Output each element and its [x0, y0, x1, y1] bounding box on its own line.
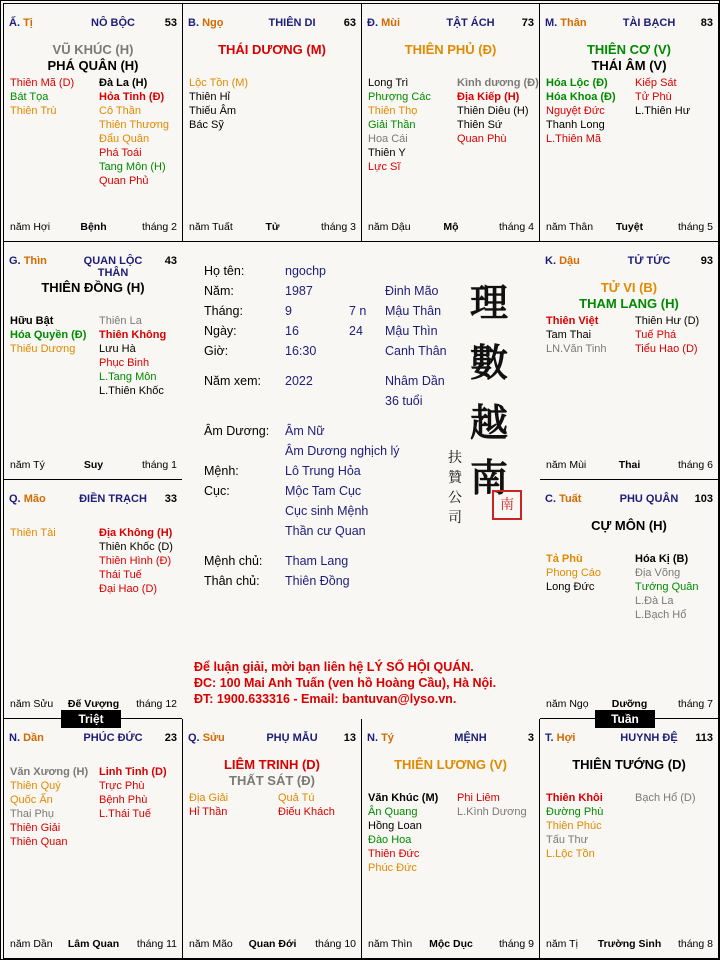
minor-star: Kình dương (Đ)	[457, 77, 539, 89]
palace-header	[188, 17, 356, 33]
palace-age: 33	[164, 493, 177, 505]
palace-name: TÀI BẠCH	[622, 17, 676, 29]
heavenly-stem: C.	[545, 493, 556, 505]
minor-star: Thai Phụ	[10, 808, 55, 820]
element-label: Cục:	[204, 484, 230, 498]
palace-header	[9, 17, 177, 33]
day-canchi: Mậu Thìn	[385, 324, 438, 338]
destiny-label: Mệnh:	[204, 464, 239, 478]
palace-cell-dau[interactable]	[539, 241, 719, 480]
earthly-branch: Mão	[23, 493, 46, 505]
year-label: năm Dần	[10, 938, 53, 950]
palace-name: TẬT ÁCH	[446, 17, 495, 29]
earthly-branch: Sửu	[202, 732, 225, 744]
name-value: ngochp	[285, 264, 327, 278]
main-star: THÁI DƯƠNG (M)	[218, 42, 326, 57]
minor-star: Bệnh Phù	[99, 794, 148, 806]
palace-cell-ty[interactable]	[3, 3, 183, 242]
yin-yang-note: Âm Dương nghịch lý	[285, 444, 400, 458]
view-year-value: 2022	[285, 374, 313, 388]
palace-age: 93	[700, 255, 713, 267]
minor-stars-left	[546, 552, 601, 594]
minor-star: Lưu Hà	[99, 343, 136, 355]
element-note-2: Thần cư Quan	[285, 524, 366, 538]
main-star: THIÊN LƯƠNG (V)	[394, 757, 507, 772]
name-label: Họ tên:	[204, 264, 245, 278]
palace-footer	[10, 459, 177, 473]
element-value: Mộc Tam Cục	[285, 484, 362, 498]
red-seal-stamp: 南	[492, 490, 522, 520]
minor-star: Hỏa Tinh (Đ)	[99, 91, 165, 103]
contact-line-3: ĐT: 1900.633316 - Email: bantuvan@lyso.vn.	[194, 692, 457, 706]
minor-star: L.Thiên Khốc	[99, 385, 164, 397]
palace-name: ĐIỀN TRẠCH	[79, 493, 147, 505]
minor-stars-left	[368, 791, 438, 875]
minor-star: Giải Thần	[368, 119, 416, 131]
day-lunar: 24	[349, 324, 363, 338]
minor-stars-left	[546, 76, 616, 146]
minor-stars-right	[99, 765, 167, 821]
palace-footer	[10, 221, 177, 235]
minor-star: Tuế Phá	[635, 329, 677, 341]
destiny-value: Lô Trung Hỏa	[285, 464, 361, 478]
palace-name: PHỤ MẪU	[266, 732, 318, 744]
palace-age: 103	[694, 493, 713, 505]
minor-star: Thiên Khôi	[546, 792, 603, 804]
minor-star: Tả Phù	[546, 553, 583, 565]
heavenly-stem: Q.	[9, 493, 21, 505]
minor-star: Tấu Thư	[546, 834, 589, 846]
seal-small-char-2: 贊	[448, 470, 462, 486]
minor-star: Thiên Khốc (D)	[99, 541, 173, 553]
life-stage: Suy	[83, 459, 104, 471]
month-label: tháng 9	[498, 938, 534, 950]
life-stage: Dưỡng	[611, 698, 648, 710]
heavenly-stem: T.	[545, 732, 554, 744]
minor-star: Quan Phủ	[99, 175, 149, 187]
destiny-lord-value: Tham Lang	[285, 554, 349, 568]
palace-cell-mui[interactable]	[361, 3, 540, 242]
palace-cell-thin[interactable]	[3, 241, 183, 480]
palace-cell-than[interactable]	[539, 3, 719, 242]
minor-star: L.Thiên Hư	[635, 105, 691, 117]
palace-cell-ngo[interactable]	[182, 3, 362, 242]
month-label: tháng 10	[315, 938, 356, 950]
minor-star: Hữu Bật	[10, 315, 54, 327]
body-lord-value: Thiên Đồng	[285, 574, 350, 588]
minor-star: Thiếu Dương	[10, 343, 76, 355]
minor-star: Địa Không (H)	[99, 527, 173, 539]
palace-name: HUYNH ĐỆ	[620, 732, 678, 744]
minor-stars-left	[189, 76, 248, 132]
element-note-1: Cục sinh Mệnh	[285, 504, 369, 518]
main-star: LIÊM TRINH (D)	[223, 757, 321, 772]
palace-age: 73	[521, 17, 534, 29]
minor-stars-left	[10, 314, 86, 356]
minor-stars-right	[99, 526, 173, 596]
minor-star: Long Trì	[368, 77, 409, 89]
minor-stars-right	[457, 76, 539, 146]
heavenly-stem: N.	[367, 732, 378, 744]
palace-name: PHÚC ĐỨC	[83, 732, 143, 744]
year-canchi: Đinh Mão	[385, 284, 439, 298]
minor-star: Trực Phù	[99, 780, 145, 792]
age: 36 tuổi	[385, 394, 423, 408]
calligraphy-char-4: 南	[470, 455, 509, 500]
palace-name: PHU QUÂN	[619, 493, 679, 505]
minor-star: Phượng Các	[368, 91, 431, 103]
month-label: tháng 7	[677, 698, 713, 710]
palace-cell-ti[interactable]	[361, 718, 540, 959]
hour-canchi: Canh Thân	[385, 344, 447, 358]
month-label: Tháng:	[204, 304, 243, 318]
year-label: năm Thìn	[368, 938, 413, 950]
minor-star: Hóa Kị (B)	[635, 553, 689, 565]
minor-star: Quốc Ấn	[10, 794, 53, 806]
palace-header	[188, 732, 356, 748]
palace-name: TỬ TỨC	[627, 255, 671, 267]
main-star: THAM LANG (H)	[579, 296, 679, 311]
calligraphy-char-2: 數	[470, 340, 509, 385]
minor-star: Thiên Quan	[10, 836, 68, 848]
minor-star: Bát Tọa	[10, 91, 49, 103]
palace-cell-mao[interactable]	[3, 479, 183, 719]
main-star: THIÊN TƯỚNG (D)	[572, 757, 686, 772]
yin-yang-label: Âm Dương:	[204, 424, 270, 438]
minor-star: Đào Hoa	[368, 834, 412, 846]
month-label: tháng 3	[320, 221, 356, 233]
palace-header	[367, 732, 534, 748]
palace-header	[367, 17, 534, 33]
palace-footer	[546, 938, 713, 952]
minor-star: Tiểu Hao (D)	[635, 343, 698, 355]
minor-star: Thiên Giải	[10, 822, 61, 834]
minor-star: Thiên La	[99, 315, 142, 327]
month-lunar: 7 n	[349, 304, 367, 318]
palace-header	[545, 493, 713, 509]
year-label: năm Hợi	[10, 221, 51, 233]
year-label: năm Tị	[546, 938, 578, 950]
palace-footer	[546, 221, 713, 235]
minor-star: L.Bạch Hổ	[635, 609, 687, 621]
minor-star: Đà La (H)	[99, 77, 148, 89]
palace-age: 53	[164, 17, 177, 29]
minor-star: L.Kình Dương	[457, 806, 527, 818]
palace-footer	[368, 221, 534, 235]
minor-star: Phúc Đức	[368, 862, 417, 874]
earthly-branch: Thìn	[23, 255, 47, 267]
minor-star: Hoa Cái	[368, 133, 408, 145]
minor-star: Thiên Sứ	[457, 119, 503, 131]
view-year-label: Năm xem:	[204, 374, 261, 388]
minor-star: Bác Sỹ	[189, 119, 224, 131]
minor-star: Phi Liêm	[457, 792, 500, 804]
heavenly-stem: Đ.	[367, 17, 378, 29]
minor-star: Kiếp Sát	[635, 77, 677, 89]
minor-star: Đường Phù	[546, 806, 604, 818]
year-label: năm Ngọ	[546, 698, 589, 710]
earthly-branch: Mùi	[381, 17, 401, 29]
minor-star: Phục Binh	[99, 357, 150, 369]
earthly-branch: Hợi	[556, 732, 576, 744]
year-label: năm Mùi	[546, 459, 587, 471]
month-label: tháng 12	[136, 698, 177, 710]
minor-stars-left	[368, 76, 431, 174]
earthly-branch: Tý	[381, 732, 394, 744]
minor-star: Hồng Loan	[368, 820, 422, 832]
minor-star: Đẩu Quân	[99, 133, 150, 145]
contact-line-2: ĐC: 100 Mai Anh Tuấn (ven hồ Hoàng Cầu), Hà Nội.	[194, 676, 497, 690]
life-stage: Thai	[618, 459, 641, 471]
seal-small-char-4: 司	[448, 510, 462, 526]
year-label: năm Thân	[546, 221, 594, 233]
palace-age: 3	[527, 732, 534, 744]
life-stage: Lâm Quan	[67, 938, 120, 950]
minor-stars-left	[10, 765, 88, 849]
main-star: THÁI ÂM (V)	[591, 58, 667, 73]
minor-star: Thiếu Âm	[189, 105, 237, 117]
minor-star: Cô Thần	[99, 105, 141, 117]
year-label: Năm:	[204, 284, 234, 298]
minor-star: Quả Tú	[278, 792, 315, 804]
year-label: năm Tý	[10, 459, 45, 471]
palace-name: THIÊN DI	[268, 17, 316, 29]
month-label: tháng 11	[136, 938, 177, 950]
minor-star: Ân Quang	[368, 806, 418, 818]
minor-star: Phong Cáo	[546, 567, 602, 579]
month-label: tháng 1	[141, 459, 177, 471]
palace-footer	[368, 938, 534, 952]
palace-footer	[189, 221, 356, 235]
minor-star: Văn Khúc (M)	[368, 792, 439, 804]
minor-stars-left	[10, 526, 56, 540]
palace-footer	[546, 459, 713, 473]
month-canchi: Mậu Thân	[385, 304, 442, 318]
life-stage: Mộ	[443, 221, 459, 233]
minor-star: Điếu Khách	[278, 806, 335, 818]
minor-stars-left	[189, 791, 228, 819]
life-stage: Tuyệt	[615, 221, 644, 233]
minor-star: Quan Phù	[457, 133, 507, 145]
month-label: tháng 2	[141, 221, 177, 233]
life-stage: Đế Vượng	[67, 698, 120, 710]
palace-age: 63	[343, 17, 356, 29]
palace-header	[545, 17, 713, 33]
palace-cell-tuat[interactable]	[539, 479, 719, 719]
view-year-canchi: Nhâm Dần	[385, 374, 445, 388]
minor-star: Thiên Hỉ	[189, 91, 230, 103]
contact-line-1: Để luận giải, mời bạn liên hệ LÝ SỐ HỘI QUÁN.	[194, 660, 474, 674]
palace-header	[545, 732, 713, 748]
main-star: THẤT SÁT (Đ)	[229, 773, 315, 788]
heavenly-stem: B.	[188, 17, 199, 29]
month-value: 9	[285, 304, 292, 318]
life-stage: Trường Sinh	[597, 938, 662, 950]
minor-star: Thiên Thọ	[368, 105, 418, 117]
earthly-branch: Dần	[23, 732, 44, 744]
palace-header	[9, 732, 177, 748]
life-stage: Mộc Dục	[429, 938, 473, 950]
palace-header	[9, 255, 177, 279]
palace-age: 13	[343, 732, 356, 744]
minor-star: Đại Hao (D)	[99, 583, 158, 595]
minor-star: Phá Toái	[99, 147, 142, 159]
year-label: năm Sửu	[10, 698, 54, 710]
minor-star: Thiên Không	[99, 329, 167, 341]
minor-star: Thiên Y	[368, 147, 406, 159]
life-stage: Quan Đới	[248, 938, 297, 950]
body-lord-label: Thân chủ:	[204, 574, 260, 588]
earthly-branch: Thân	[560, 17, 587, 29]
heavenly-stem: N.	[9, 732, 20, 744]
minor-star: Văn Xương (H)	[10, 766, 89, 778]
minor-stars-right	[99, 314, 166, 398]
minor-star: Thiên Trù	[10, 105, 57, 117]
minor-stars-right	[635, 76, 690, 118]
minor-star: Thái Tuế	[99, 569, 142, 581]
minor-star: Địa Kiếp (H)	[457, 91, 520, 103]
minor-star: Lực Sĩ	[368, 161, 401, 173]
heavenly-stem: G.	[9, 255, 21, 267]
yin-yang-value: Âm Nữ	[285, 424, 325, 438]
minor-star: Hỉ Thần	[189, 806, 228, 818]
minor-star: Thiên Mã (D)	[10, 77, 75, 89]
year-value: 1987	[285, 284, 313, 298]
heavenly-stem: Ấ.	[9, 17, 20, 29]
year-label: năm Mão	[189, 938, 233, 950]
minor-star: Lộc Tồn (M)	[189, 77, 249, 89]
palace-cell-hoi[interactable]	[539, 718, 719, 959]
main-star: THIÊN CƠ (V)	[586, 42, 672, 57]
life-stage: Tử	[265, 221, 280, 233]
palace-age: 83	[700, 17, 713, 29]
minor-star: Tang Môn (H)	[99, 161, 166, 173]
heavenly-stem: K.	[545, 255, 556, 267]
palace-name: QUAN LỘC THÂN	[83, 255, 143, 279]
minor-stars-right	[635, 552, 699, 622]
minor-star: Thiên Phúc	[546, 820, 602, 832]
hour-value: 16:30	[285, 344, 317, 358]
minor-star: LN.Văn Tinh	[546, 343, 607, 355]
minor-star: Thiên Hư (D)	[635, 315, 700, 327]
minor-stars-left	[546, 314, 607, 356]
minor-star: Linh Tinh (D)	[99, 766, 167, 778]
minor-star: Bạch Hổ (D)	[635, 792, 696, 804]
palace-age: 43	[164, 255, 177, 267]
earthly-branch: Dậu	[559, 255, 580, 267]
minor-star: Địa Giải	[189, 792, 229, 804]
earthly-branch: Tuất	[559, 493, 582, 505]
minor-star: Thiên Hình (Đ)	[99, 555, 172, 567]
minor-stars-right	[635, 314, 699, 356]
earthly-branch: Ngọ	[202, 17, 224, 29]
palace-name: MỆNH	[454, 732, 487, 744]
minor-star: L.Thiên Mã	[546, 133, 602, 145]
palace-cell-dan[interactable]	[3, 718, 183, 959]
palace-header	[545, 255, 713, 271]
minor-star: L.Thái Tuế	[99, 808, 151, 820]
day-label: Ngày:	[204, 324, 237, 338]
minor-star: Hóa Khoa (Đ)	[546, 91, 616, 103]
earthly-branch: Tị	[23, 17, 33, 29]
seal-small-char-1: 扶	[448, 450, 462, 466]
palace-footer	[10, 938, 177, 952]
minor-star: Thiên Thương	[99, 119, 170, 131]
calligraphy-char-3: 越	[470, 400, 509, 445]
main-star: CỰ MÔN (H)	[591, 518, 667, 533]
month-label: tháng 5	[677, 221, 713, 233]
month-label: tháng 8	[677, 938, 713, 950]
minor-star: L.Tang Môn	[99, 371, 157, 383]
minor-star: Thanh Long	[546, 119, 605, 131]
heavenly-stem: Q.	[188, 732, 200, 744]
minor-star: Tướng Quân	[635, 581, 699, 593]
hour-label: Giờ:	[204, 344, 229, 358]
minor-stars-right	[457, 791, 527, 819]
year-label: năm Tuất	[189, 221, 233, 233]
main-star: VŨ KHÚC (H)	[52, 42, 134, 57]
palace-header	[9, 493, 177, 509]
month-label: tháng 4	[498, 221, 534, 233]
year-label: năm Dậu	[368, 221, 411, 233]
minor-star: Thiên Tài	[10, 527, 56, 539]
minor-star: L.Lộc Tồn	[546, 848, 595, 860]
palace-footer	[189, 938, 356, 952]
minor-star: Tam Thai	[546, 329, 592, 341]
minor-star: Hóa Quyền (Đ)	[10, 329, 87, 341]
main-star: THIÊN ĐỒNG (H)	[41, 280, 145, 295]
calligraphy-char-1: 理	[470, 280, 509, 325]
main-star: THIÊN PHỦ (Đ)	[404, 42, 497, 57]
minor-stars-left	[546, 791, 603, 861]
minor-star: Thiên Diêu (H)	[457, 105, 529, 117]
minor-star: Địa Võng	[635, 567, 681, 579]
main-star: TỬ VI (B)	[600, 280, 658, 295]
palace-cell-suu[interactable]	[182, 718, 362, 959]
triet-badge: Triệt	[61, 710, 121, 728]
day-value: 16	[285, 324, 299, 338]
main-star: PHÁ QUÂN (H)	[47, 58, 139, 73]
minor-star: Hóa Lộc (Đ)	[546, 77, 608, 89]
tuan-badge: Tuần	[595, 710, 655, 728]
minor-star: Long Đức	[546, 581, 595, 593]
center-info-panel	[182, 242, 540, 719]
minor-stars-right	[635, 791, 696, 805]
minor-star: Thiên Đức	[368, 848, 420, 860]
palace-name: NÔ BỘC	[91, 17, 135, 29]
minor-stars-right	[278, 791, 335, 819]
minor-stars-right	[99, 76, 169, 188]
life-stage: Bệnh	[80, 221, 107, 233]
minor-star: L.Đà La	[635, 595, 674, 607]
destiny-lord-label: Mệnh chủ:	[204, 554, 263, 568]
minor-star: Thiên Quý	[10, 780, 61, 792]
seal-small-char-3: 公	[448, 490, 462, 506]
heavenly-stem: M.	[545, 17, 558, 29]
palace-age: 113	[695, 732, 713, 744]
minor-star: Nguyệt Đức	[546, 105, 605, 117]
minor-star: Thiên Việt	[546, 315, 599, 327]
palace-age: 23	[164, 732, 177, 744]
minor-star: Tử Phù	[635, 91, 672, 103]
minor-stars-left	[10, 76, 74, 118]
month-label: tháng 6	[677, 459, 713, 471]
